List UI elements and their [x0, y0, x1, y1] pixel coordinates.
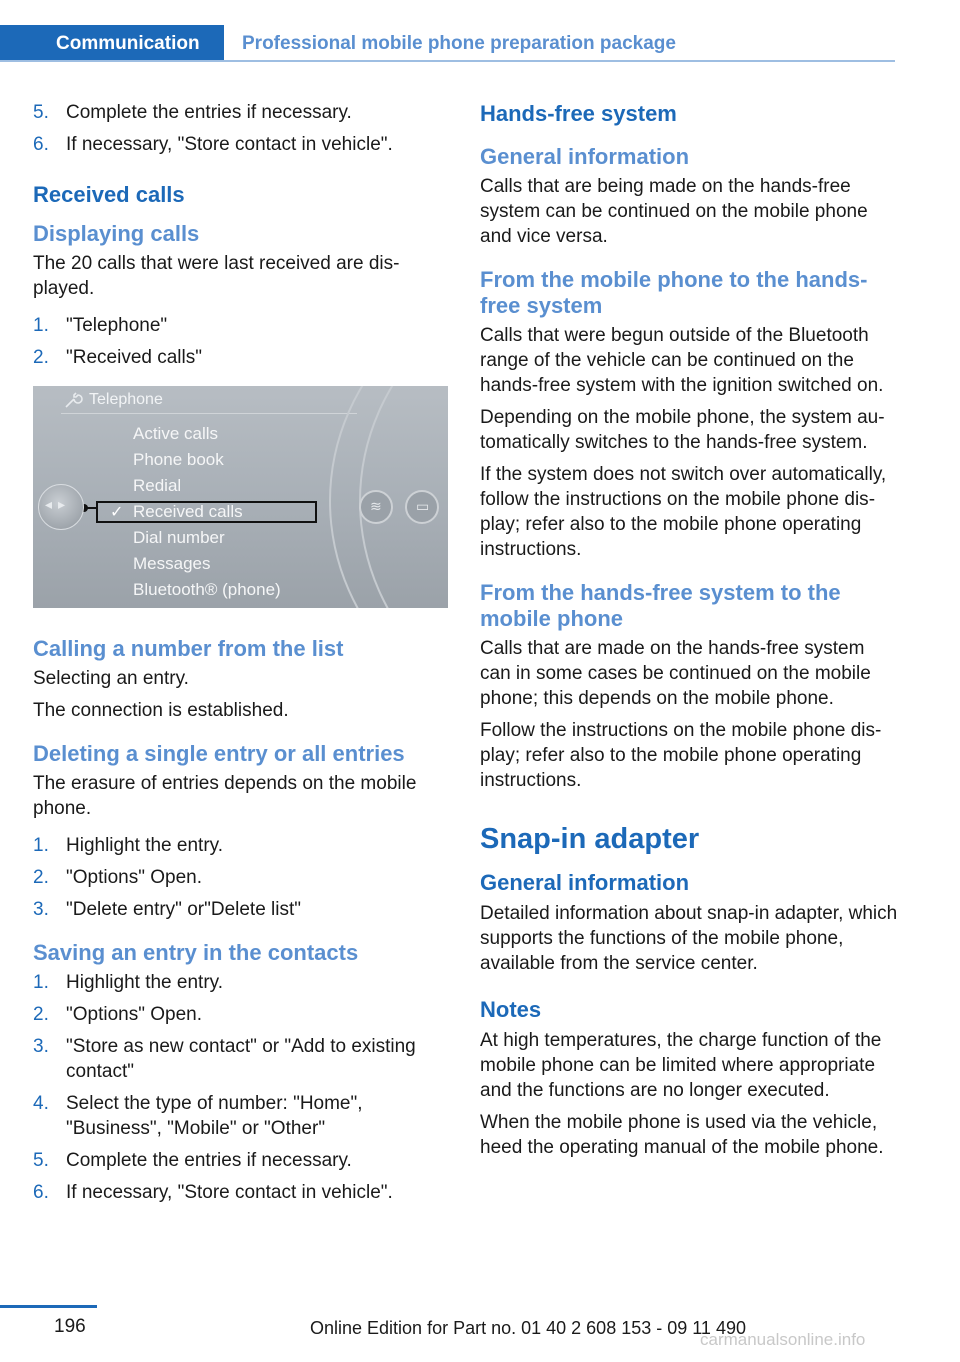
paragraph: Detailed information about snap-in adapter, which supports the functions of the mobile phone, available from the service center.: [480, 903, 898, 974]
paragraph: Follow the instructions on the mobile phone display; refer also to the mobile phone operating instructions.: [480, 720, 882, 791]
list-item: 6. If necessary, "Store contact in vehicle".: [33, 1182, 393, 1203]
paragraph: The erasure of entries depends on the mobile phone.: [33, 773, 417, 819]
paragraph: Depending on the mobile phone, the system automatically switches to the hands-free system.: [480, 407, 885, 453]
edition-note: Online Edition for Part no. 01 40 2 608 153 - 09 11 490: [310, 1318, 746, 1338]
steps-top: [33, 100, 448, 157]
list-item: 1. "Telephone": [33, 315, 168, 336]
heading-snap-in-adapter: Snap-in adapter: [480, 823, 700, 855]
heading-calling: Calling a number from the list: [33, 636, 344, 661]
heading-displaying-calls: Displaying calls: [33, 221, 200, 246]
paragraph: The connection is established.: [33, 700, 289, 721]
left-right-arrows-icon: ◂▸: [45, 496, 72, 512]
menu-icon: ▭: [416, 498, 430, 514]
header-rule: [0, 60, 895, 62]
paragraph: When the mobile phone is used via the vehicle, heed the operating manual of the mobile phone.: [480, 1112, 884, 1158]
wrench-icon: [63, 392, 83, 410]
paragraph: Calls that are made on the hands-free system can in some cases be continued on the mobile phone; this depends on the mobile phone.: [480, 638, 871, 709]
paragraph: Selecting an entry.: [33, 668, 189, 689]
steps-deleting: [33, 833, 448, 922]
list-item: 2. "Options" Open.: [33, 1004, 203, 1025]
menu-item-dial-number[interactable]: Dial number: [133, 528, 225, 547]
paragraph: If the system does not switch over automatically, follow the instructions on the mobile phone display; refer also to the mobile phone operating instructions.: [480, 464, 887, 560]
heading-deleting: Deleting a single entry or all entries: [33, 741, 405, 766]
list-item: 1. Highlight the entry.: [33, 835, 224, 856]
highlight-frame: [96, 501, 317, 523]
steps-displaying: [33, 313, 448, 370]
heading-to-hands-free: From the mobile phone to the hands-free system: [480, 267, 868, 318]
list-item: 3. "Delete entry" or"Delete list": [33, 899, 302, 920]
list-item: 2. "Received calls": [33, 347, 202, 368]
menu-item-active-calls[interactable]: Active calls: [133, 424, 219, 443]
menu-item-phone-book[interactable]: Phone book: [133, 450, 224, 469]
heading-received-calls: Received calls: [33, 182, 185, 207]
list-item: 5. Complete the entries if necessary.: [33, 102, 352, 123]
heading-notes: Notes: [480, 997, 542, 1022]
paragraph: At high temperatures, the charge function of the mobile phone can be limited where appropriate and the functions are no longer executed.: [480, 1030, 882, 1101]
list-item: 5. Complete the entries if necessary.: [33, 1150, 352, 1171]
right-column: [480, 100, 900, 1167]
paragraph: Calls that are being made on the hands-free system can be continued on the mobile phone and vice versa.: [480, 176, 868, 247]
paragraph: The 20 calls that were last received are displayed.: [33, 253, 400, 299]
screen-title: Telephone: [89, 391, 163, 408]
heading-to-mobile: From the hands-free system to the mobile phone: [480, 580, 841, 631]
screen-divider: [61, 413, 357, 414]
page-number: 196: [54, 1316, 86, 1337]
telephone-menu-screenshot: [33, 386, 448, 608]
paragraph: Calls that were begun outside of the Bluetooth range of the vehicle can be continued on the hands-free system with the ignition switched on.: [480, 325, 884, 396]
options-icon: ≋: [370, 498, 382, 514]
heading-saving: Saving an entry in the contacts: [33, 940, 359, 965]
list-item: 4. Select the type of number: "Home", "Business", "Mobile" or "Other": [33, 1093, 363, 1139]
list-item: 3. "Store as new contact" or "Add to existing contact": [33, 1036, 416, 1082]
steps-saving: [33, 970, 448, 1205]
list-item: 1. Highlight the entry.: [33, 972, 224, 993]
checkmark-icon: ✓: [110, 504, 124, 521]
menu-item-received-calls[interactable]: Received calls: [133, 502, 243, 521]
list-item: 6. If necessary, "Store contact in vehicle".: [33, 134, 393, 155]
menu-item-redial[interactable]: Redial: [133, 476, 182, 495]
left-column: [33, 100, 448, 1212]
page-header: [0, 25, 895, 62]
watermark: carmanualsonline.info: [700, 1330, 866, 1349]
section-tab: Communication: [0, 25, 224, 62]
subsection-title: Professional mobile phone preparation package: [242, 33, 676, 54]
menu-item-messages[interactable]: Messages: [133, 554, 211, 573]
list-item: 2. "Options" Open.: [33, 867, 203, 888]
heading-hands-free-system: Hands-free system: [480, 101, 677, 126]
footer-rule: [0, 1305, 97, 1308]
heading-general-information: General information: [480, 870, 690, 895]
menu-item-bluetooth-phone[interactable]: Bluetooth® (phone): [133, 580, 281, 599]
heading-general-information: General information: [480, 144, 690, 169]
